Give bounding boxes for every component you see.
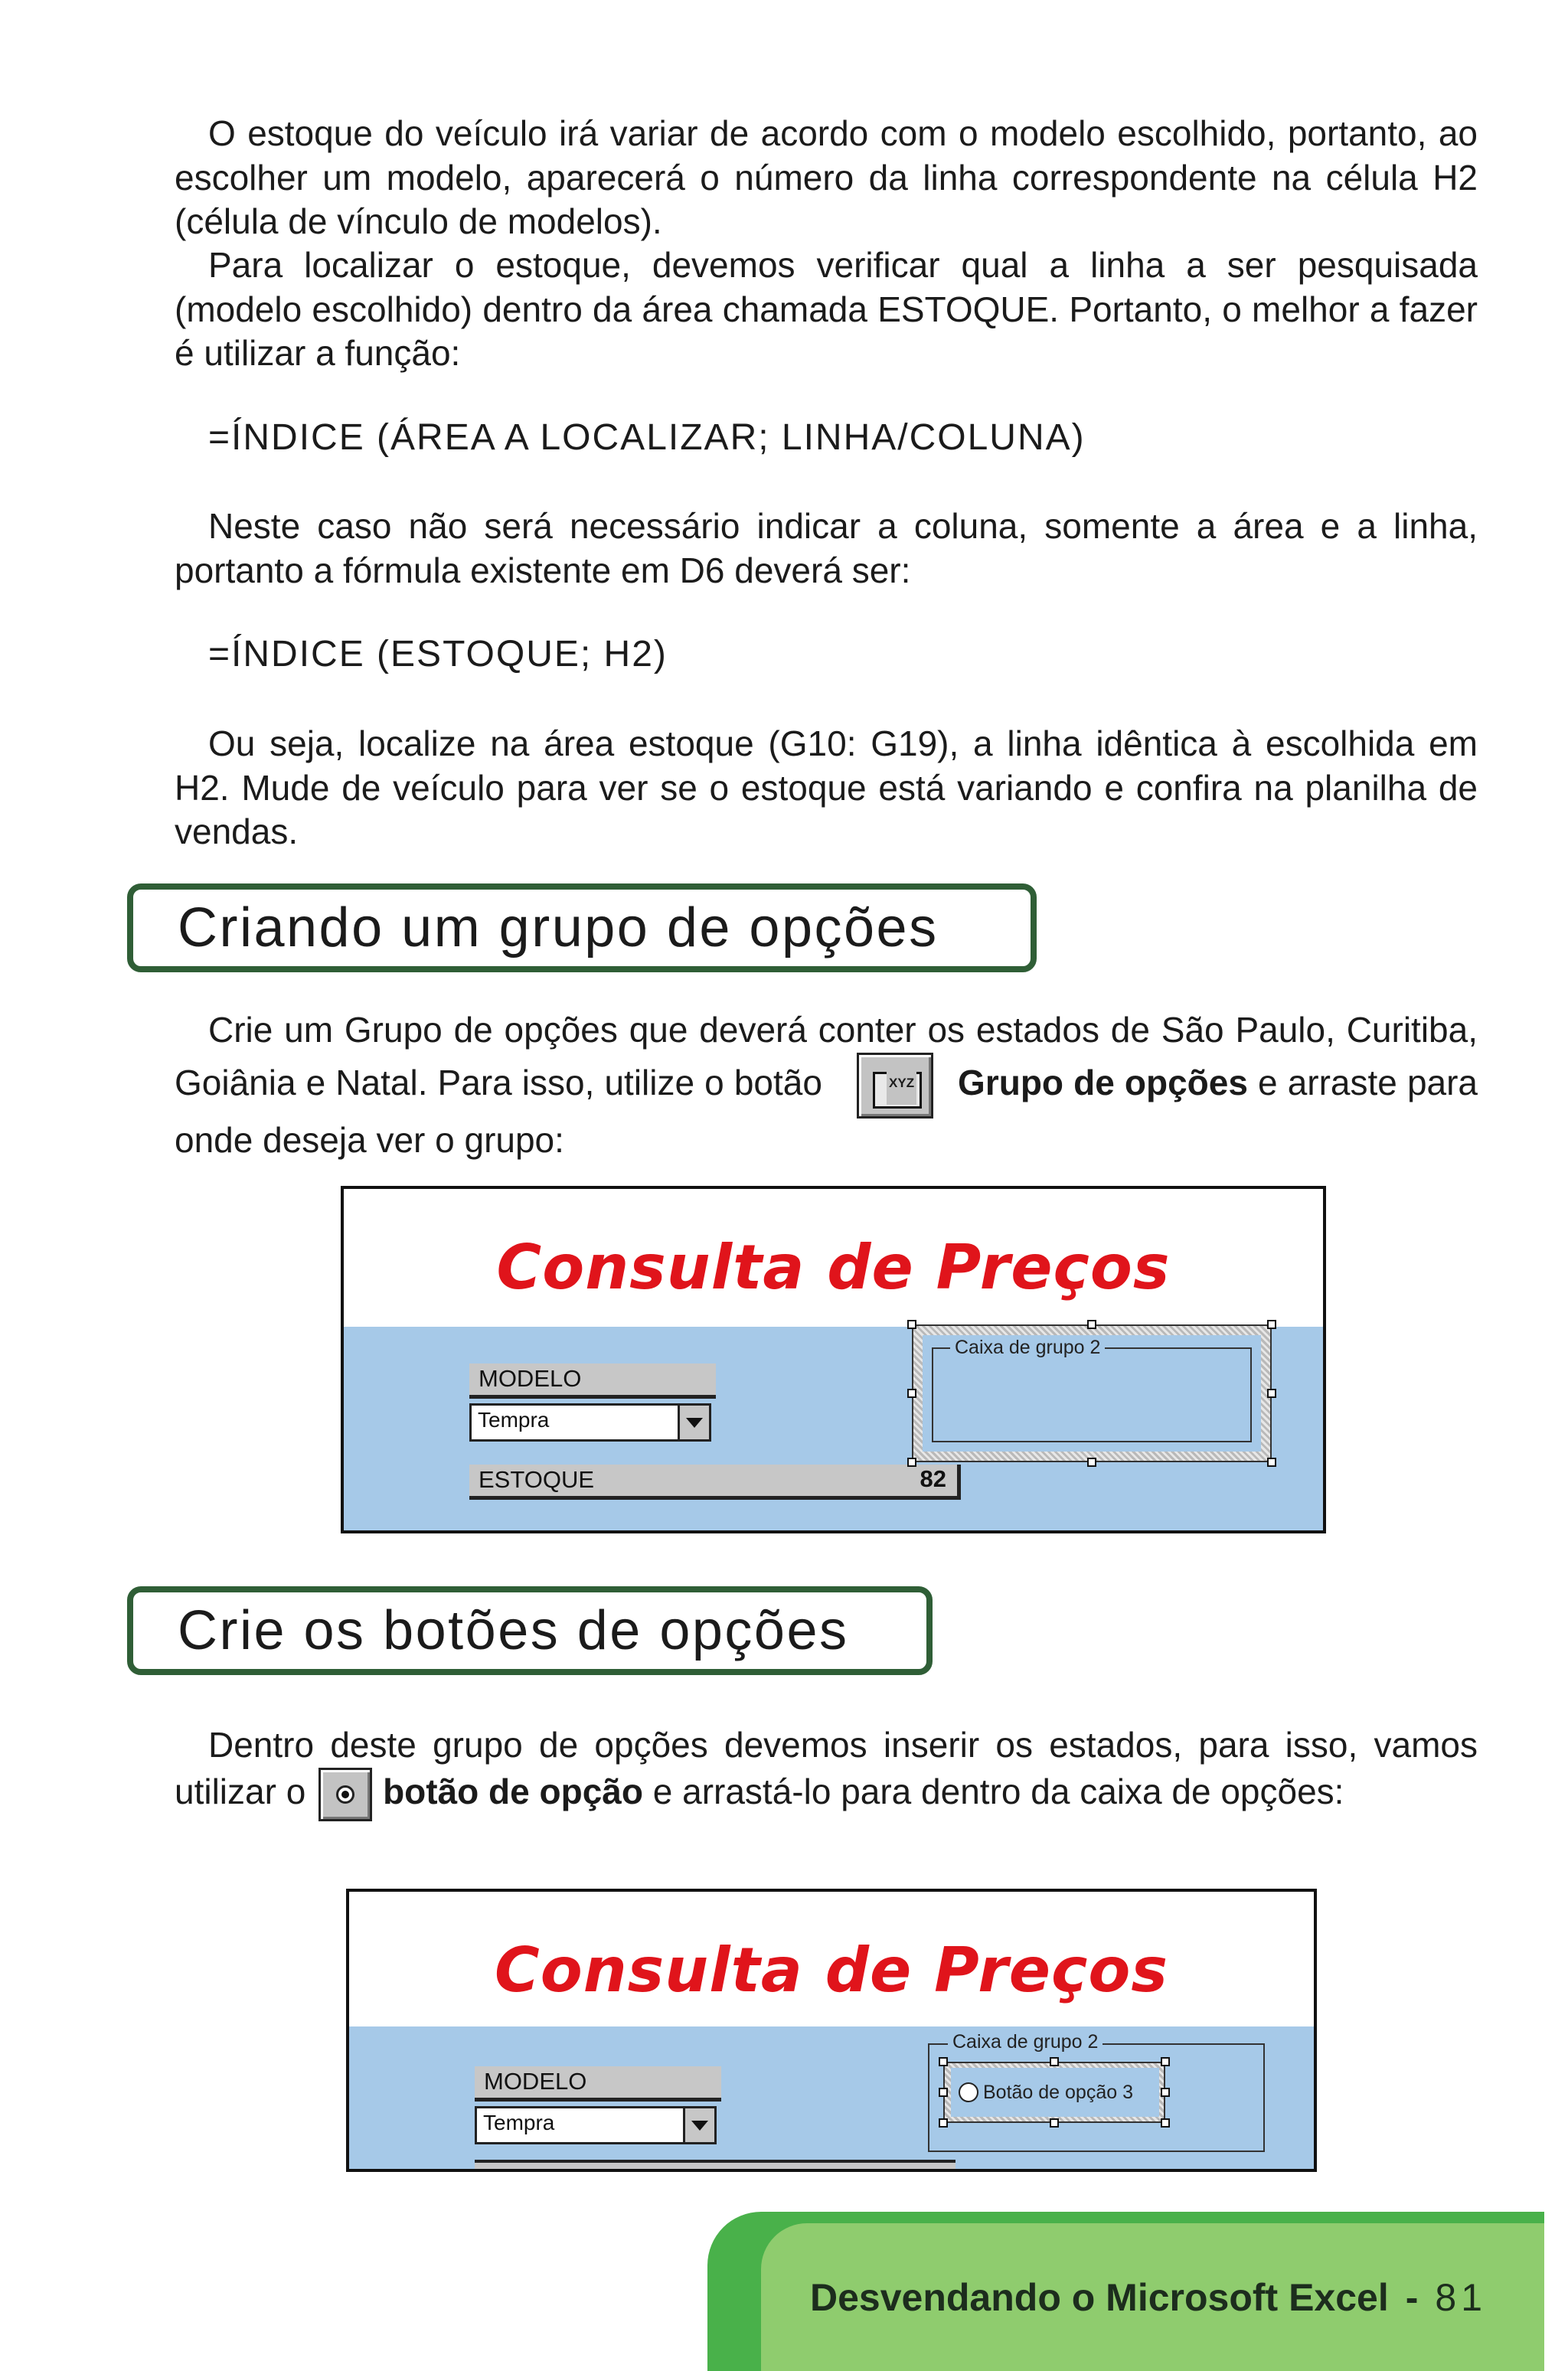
footer-tab bbox=[761, 2223, 1544, 2371]
modelo-combobox[interactable]: Tempra bbox=[469, 1403, 711, 1442]
resize-handle[interactable] bbox=[1267, 1389, 1276, 1398]
screenshot-title: Consulta de Preços bbox=[495, 1935, 1168, 2006]
paragraph-botao-opcao: Dentro deste grupo de opções devemos inserir os estados, para isso, vamos utilizar o botão de opção e arrastá-lo para dentro da caixa de opções: bbox=[175, 1723, 1478, 1821]
resize-handle[interactable] bbox=[1267, 1320, 1276, 1329]
resize-handle[interactable] bbox=[939, 2057, 948, 2066]
paragraph-localizar: Para localizar o estoque, devemos verificar qual a linha a ser pesquisada (modelo escolhido) dentro da área chamada ESTOQUE. Portanto, o melhor a fazer é utilizar a função: bbox=[175, 245, 1478, 373]
modelo-combobox[interactable]: Tempra bbox=[475, 2106, 717, 2144]
paragraph-estoque-intro: O estoque do veículo irá variar de acordo com o modelo escolhido, portanto, ao escolher um modelo, aparecerá o número da linha correspondente na célula H2 (célula de vínculo de modelos). bbox=[175, 113, 1478, 241]
dropdown-arrow-icon[interactable] bbox=[683, 2108, 714, 2142]
modelo-label: MODELO bbox=[469, 1363, 716, 1399]
screenshot-consulta-botao bbox=[346, 1889, 1317, 2172]
group-box-caption: Caixa de grupo 2 bbox=[950, 1337, 1105, 1358]
option-button-tool-icon bbox=[318, 1768, 372, 1821]
screenshot-consulta-grupo bbox=[341, 1186, 1326, 1533]
resize-handle[interactable] bbox=[939, 2088, 948, 2097]
section-heading-botoes-opcoes bbox=[127, 1586, 933, 1675]
resize-handle[interactable] bbox=[939, 2118, 948, 2128]
resize-handle[interactable] bbox=[1161, 2118, 1170, 2128]
section-title: Crie os botões de opções bbox=[178, 1600, 849, 1661]
formula-indice-generic: =ÍNDICE (ÁREA A LOCALIZAR; LINHA/COLUNA) bbox=[208, 417, 1086, 458]
footer-separator: - bbox=[1405, 2275, 1419, 2319]
group-box-tool-icon: XYZ bbox=[857, 1053, 933, 1119]
paragraph-grupo-opcoes: Crie um Grupo de opções que deverá conter os estados de São Paulo, Curitiba, Goiânia e Natal. Para isso, utilize o botão XYZ Grupo de opções e arraste para onde deseja ver o grupo: bbox=[175, 1010, 1478, 1160]
screenshot-title: Consulta de Preços bbox=[496, 1232, 1171, 1303]
resize-handle[interactable] bbox=[1161, 2057, 1170, 2066]
estoque-value: 82 bbox=[716, 1465, 961, 1500]
dropdown-arrow-icon[interactable] bbox=[678, 1406, 709, 1439]
resize-handle[interactable] bbox=[1087, 1458, 1096, 1467]
radio-circle-icon bbox=[959, 2082, 978, 2102]
resize-handle[interactable] bbox=[1050, 2118, 1059, 2128]
resize-handle[interactable] bbox=[907, 1389, 916, 1398]
resize-handle[interactable] bbox=[1050, 2057, 1059, 2066]
paragraph-neste-caso: Neste caso não será necessário indicar a coluna, somente a área e a linha, portanto a fórmula existente em D6 deverá ser: bbox=[175, 506, 1478, 590]
estoque-label: ESTOQUE bbox=[469, 1465, 716, 1500]
estoque-row-partial bbox=[475, 2160, 956, 2172]
resize-handle[interactable] bbox=[907, 1458, 916, 1467]
section-title: Criando um grupo de opções bbox=[178, 897, 939, 959]
resize-handle[interactable] bbox=[1087, 1320, 1096, 1329]
modelo-label: MODELO bbox=[475, 2066, 721, 2102]
resize-handle[interactable] bbox=[907, 1320, 916, 1329]
group-box-caption: Caixa de grupo 2 bbox=[948, 2031, 1102, 2053]
footer-book-title: Desvendando o Microsoft Excel bbox=[810, 2275, 1389, 2319]
group-box-inner bbox=[923, 1335, 1261, 1452]
option-button[interactable]: Botão de opção 3 bbox=[951, 2068, 1159, 2117]
paragraph-ou-seja: Ou seja, localize na área estoque (G10: G19), a linha idêntica à escolhida em H2. Mude de veículo para ver se o estoque está variando e confira na planilha de vendas. bbox=[175, 723, 1478, 851]
section-heading-grupo-opcoes bbox=[127, 883, 1037, 972]
resize-handle[interactable] bbox=[1161, 2088, 1170, 2097]
page-number: 81 bbox=[1435, 2275, 1488, 2319]
formula-indice-estoque: =ÍNDICE (ESTOQUE; H2) bbox=[208, 634, 668, 674]
resize-handle[interactable] bbox=[1267, 1458, 1276, 1467]
